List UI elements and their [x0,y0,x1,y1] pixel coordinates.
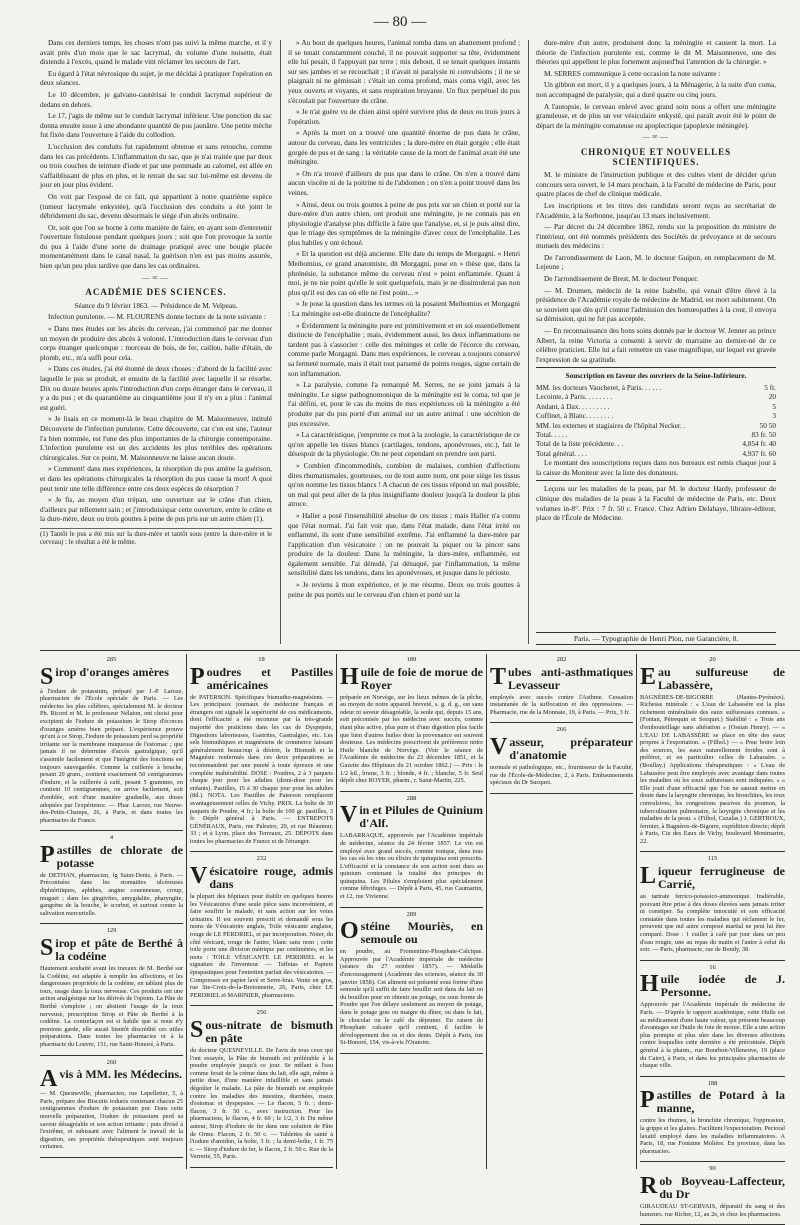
page-number: — 80 — [373,14,427,30]
ad-body: Approuvée par l'Académie impériale de médecine de Paris. — D'après le rapport académique, cette Huile est au médicament d'une haute valeur, qui présente beaucoup d'avantages sur l'huile de foie de morue. Elle a une action plus prompte et plus sûre dans les diverses affections contre lesquelles cette dernière a été préconisée. Dépôt général à la pharm., rue Bourbon-Villeneuve, 19 (place du Caire), à Paris, et dans les principales pharmacies de chaque ville. [640,1001,785,1070]
advertisement [40,656,183,824]
ad-title-text: au sulfureuse de Labassère, [658,664,785,692]
advertisement [340,656,483,785]
paragraph: Or, soit que l'on se borne à cette manière de faire, en ayant soin d'entretenir l'ouverture fistuleuse pendant quelques jours ; soit que l'on provoque la sortie du pus à l'aide d'une sorte de drainage pratiqué avec une bougie placée momentanément dans le canal nasal, la guérison n'en est pas moins assurée, bien qu'un peu plus tardive que dans les cas ordinaires. [40,222,272,271]
paragraph: Le 10 décembre, je galvano-cautérisai le conduit lacrymal supérieur de dedans en dehors. [40,89,272,109]
ads-column-4 [490,654,633,1175]
ad-title [640,1089,785,1115]
ad-number: 260 [106,1058,117,1066]
advertisement [340,911,483,1047]
subscription-amount: 20 [768,392,776,402]
paragraph: De l'arrondissement de Laon, M. le docteur Guipon, en remplacement de M. Lejeune ; [536,252,776,272]
ad-title [640,663,785,692]
ad-divider [190,1005,333,1006]
paragraph: L'occlusion des conduits fut rapidement obtenue et sans retouche, comme dans les cas précédents. L'inflammation du sac, que je n'ai traitée que par deux ou trois couches de teinture d'iode et par une pommade au calomel, est allée en s'affaiblissant de plus en plus, et le retrait du sac sur lui-même est devenu de jour en jour plus évident. [40,141,272,190]
ad-body: préparée en Norvège, sur les lieux mêmes de la pêche, au moyen de notre appareil breveté, s. g. d. g., est sans odeur ni saveur désagréable, la seule qui, depuis 15 ans, soit préconisée par les médecins avec succès, comme étant plus active, plus pure et d'une digestion plus facile que bien d'autres huiles dont la provenance est souvent douteuse. Les médecins prescrivent de préférence notre Huile blanche de Norvège. (Voir le séance de l'Académie de médecine du 23 décembre 1851, et la Gazette des Hôpitaux du 21 octobre 1862.) — Prix : le 1/2 kil., brune, 3 fr. ; blonde, 4 fr. ; blanche, 5 fr. Seul dépôt chez ROYER, pharm., r. Saint-Martin, 225. [340,693,483,785]
ad-title [190,663,333,692]
subscription-title: Souscription en faveur des ouvriers de la Seine-Inférieure. [565,371,747,381]
ad-title [490,663,633,692]
ads-divider [336,654,337,1169]
paragraph: » Je n'ai guère vu de chien ainsi opéré survivre plus de deux ou trois jours à l'opération. [288,107,520,126]
ad-dropcap: P [40,841,55,868]
advertisement [490,726,633,786]
ad-number: 18 [258,656,265,663]
subscription-amount: 3 [772,411,776,421]
ad-title [40,1066,183,1093]
advertisement [640,1080,785,1156]
paragraph: » Au bout de quelques heures, l'animal tomba dans un abattement profond ; il se tenait constamment couché, il ne pouvait supporter sa tête, évidemment elle lui pesait, il l'appuyait par terre ; mis debout, il se tenait quelques instants sur ses jambes et se recouchait ; il n'avait ni paralysie ni convulsions ; il ne se plaignait ni ne gémissait : c'était un coma profond, mais coma vigil, avec les yeux ouverts et voyants, et sans respiration bruyante. Un flux perpétuel du pus s'écoulait par l'ouverture du crâne. [288,38,520,105]
paragraph: » La paralysie, comme l'a remarqué M. Serres, ne se joint jamais à la méningite. Le signe pathognomonique de la méningite est le coma, tel que je l'ai défini, et, pour le cas du moins de mes expériences où la méningite a été produite par du pus porté d'un animal sur un autre animal : une sécrétion de pus excessive. [288,380,520,428]
column-divider [528,40,529,644]
ad-title [640,865,785,891]
paragraph: Infection purulente. — M. FLOURENS donne lecture de la note suivante : [48,312,266,322]
subscriber-name: Andant, à Dax. . . . . . . . . [536,401,610,411]
advertisement [190,1009,333,1161]
paragraph: » Je reviens à mon expérience, et je me résume. Deux ou trois gouttes à peine de pus portés sur le cerveau d'un chien et porté sur la [288,580,520,599]
paragraph: M. le ministre de l'instruction publique et des cultes vient de décider qu'un concours sera ouvert, le 14 mars prochain, à la Faculté de médecine de Paris, pour quatre places de chef de clinique médicale. [536,170,776,199]
ad-title [40,937,183,963]
advertisement [190,855,333,999]
paragraph: — M. Drumen, médecin de la reine Isabelle, qui venait d'être élevé à la présidence de l'Académie royale de médecine de Madrid, est mort subitement. On se souvient que dès qu'il connut l'admission des homœopathes à la cour, il envoya sa démission, qui ne fut pas acceptée. [536,285,776,324]
ads-divider [636,654,637,1169]
ad-number: 282 [556,656,567,663]
advertisement [640,1165,785,1218]
subscription-row [536,392,776,401]
ad-divider [490,793,633,794]
ad-dropcap: V [490,733,508,760]
ad-dropcap: P [190,663,205,690]
paragraph: — Par décret du 24 décembre 1862, rendu sur la proposition du ministre de l'intérieur, ont été nommés présidents des Sociétés de prévoyance et de secours mutuels des médecins : [536,222,776,251]
paragraph: — En reconnaissance des bons soins donnés par le docteur W. Jenner au prince Albert, la reine Victoria a consenti à servir de marraine au dernier-né de ce célèbre praticien. Elle lui a fait remettre un vase magnifique, sur lequel est gravée l'expression de sa gratitude. [536,326,776,364]
advertisement [40,1059,183,1151]
paragraph: » Évidemment la méningite pure est primitivement et en soi essentiellement distincte de l'encéphalite ; mais, évidemment aussi, les deux inflammations ne tardent pas à s'associer : celle des méninges et celle de l'écorce du cerveau, comme parle Morgagni. Dans mes expériences, le cerveau a toujours conservé sa fermeté normale, mais il était tout parsemé de points rouges, signe certain de son inflammation. [288,320,521,378]
paragraph: » Je pose la question dans les termes où la posaient Meibomius et Morgagni : La méningite est-elle distincte de l'encéphalite? [288,299,520,319]
subscription-row [536,430,776,439]
paragraph: dure-mère d'un autre, produisent donc la méningite et causent la mort. La théorie de l'infection purulente est, comme le dit M. Maisonneuve, une des théories qui appellent le plus fortement aujourd'hui l'attention de la chirurgie. » [536,38,776,67]
ad-body: LABARRAQUE, approuvés par l'Académie impériale de médecine, séance du 24 février 1857. Le vin est employé avec grand succès, comme tonique, dans tous les cas où les vins ou élixirs de quinquina sont prescrits. L'efficacité et la constance de son action sont dues au quinium contenant la totalité des principes du quinquina. Les Pilules s'emploient plus spécialement comme fébrifuges. — Dépôt à Paris, 45, rue Caumartin, et 12, rue Vivienne. [340,832,483,901]
advertisement [490,656,633,716]
paragraph: » Haller a posé l'insensibilité absolue de ces tissus ; mais Haller n'a connu que l'état normal. J'ai fait voir que, dans l'état malade, dans l'état irrité ou enflammé, ils sont d'une sensibilité extrême. J'ai enflammé la dure-mère par l'application d'un vésicatoire : on ne pouvait la piquer ou la pincer sans produire de la douleur. Dans la méningite, la dure-mère, enflammée, est également sensible. J'ai dénudé, j'ai dénaqué, par l'inflammation, la même sensibilité dans les tendons, dans les aponévroses, et jusque dans le périoste. [288,510,520,578]
advertisement [640,855,785,953]
subscriber-name: Lecointe, à Paris. . . . . . . . [536,392,613,402]
ad-title [340,920,483,946]
ad-dropcap: H [340,663,359,690]
book-notice: Leçons sur les maladies de la peau, par M. le docteur Hardy, professeur de clinique des maladies de la peau à la Faculté de médecine de Paris, etc. Deux volumes in-8°. Prix : 7 fr. 50 c. France. Chez Adrien Delahaye, libraire-éditeur, place de l'École de Médecine. [536,484,776,523]
ad-title [340,804,483,830]
ad-body: contre les rhumes, la bronchite chronique, l'oppression, la grippe et les glaires. Facilitent l'expectoration. Pectoral laxatif employé dans les maladies inflammatoires. A Paris, 18, rue Fontaine Molière. En province, dans les pharmacies. [640,1117,785,1155]
subscriber-name: MM. les externes et stagiaires de l'hôpital Necker. . [536,420,686,430]
ad-number: 288 [406,794,417,802]
advertisement [640,656,785,845]
ad-body: BAGNÈRES-DE-BIGORRE (Hautes-Pyrénées). Richesse minérale : « L'eau de Labassère est la plus richement minéralisée des eaux sulfureuses connues. » (Fontan, Pétrequin et Socquet.) Stabilité : « Trois ans d'embouteillage sans altération » (Ossian Henry). — « L'EAU DE LABASSÈRE se place en tête des eaux propres à l'exportation. » (Filhol.) — « Pour boire loin des sources, les eaux naturellement froides sont à préférer, et en particulier celles de Labassère. » (Boullay.) Applications thérapeutiques : « L'eau de Labassère peut être employée avec avantage dans toutes les maladies où les eaux sulfureuses sont indiquées. » « Elle jouit d'une efficacité que l'on ne saurait mettre en doute dans la laryngite chronique, les bronchites, les toux convulsives, les congestions passives du poumon, la tuberculisation pulmonaire, la laryngite chronique et les maladies de la peau. » (Filhol, Cazalas.) J. GERTROUX, fermier, à Bagnères-de-Bigorre, expédition directe; dépôt à Paris, Cie des Eaux de Vichy, boulevard Montmartre, 22. [640,693,785,845]
printer-line: Paris. — Typographie de Henri Plon, rue Garancière, 8. [536,632,776,645]
subscriber-name: Total de la liste précédente. . . [536,439,624,449]
academy-heading: ACADÉMIE DES SCIENCES. [85,287,227,298]
ad-dropcap: E [640,663,657,690]
ornament-divider: —∞— [642,132,670,142]
subscriber-name: Total général. . . . [536,448,587,458]
paragraph: Eu égard à l'état névrosique du sujet, je me décidai à pratiquer l'opération en deux séances. [40,68,272,88]
ads-top-rule [40,650,800,651]
paragraph: De l'arrondissement de Brest, M. le docteur Penquer. [544,274,699,284]
ad-title [640,1172,785,1201]
ad-title-text: astilles de Potard à la manne, [656,1088,785,1116]
column-divider [280,40,281,644]
ad-body: de PATERSON. Spécifiques bismutho-magnésiens. — Les principaux journaux de médecine français et étrangers ont signalé la supériorité de ces médicaments, dont l'efficacité a été reconnue par la très-grande majorité des praticiens dans les cas de Dyspepsie, Digestions laborieuses, Gastrites, Gastralgies, etc. Les sels bismuthiques et magnésiens de commerce laissant généralement beaucoup à désirer, le Bismuth et la Magnésie renfermés dans ces deux préparations se recommandent par une pureté à toute épreuve et une complète inaltérabilité. DOSE : Poudres, 2 à 3 paquets chaque jour pour les adultes (demi-dose pour les enfants). Pastilles, 15 à 30 chaque jour pour les adultes (8d.). NOTA. Les Pastilles de Paterson remplacent avantageusement celles de Vichy. PRIX. La boîte de 30 paquets de Poudre, 4 fr.; la boîte de 100 gr. pastilles, 3 fr. Dépôt général à Paris. — ENTREPOTS GÉNÉRAUX, Paris, rue Palestro, 29, et rue Réaumur, 33 ; et à Lyon, place des Terreaux, 25. DÉPOTS dans toutes les pharmacies de France et de l'étranger. [190,693,333,845]
ad-title-text: uile iodée de J. Personne. [660,972,785,1000]
ad-number: 16 [709,963,716,971]
ad-title [190,1016,333,1045]
paragraph: » Comment! dans mes expériences, la résorption du pus amène la guérison, et dans les opérations chirurgicales la résorption du pus cause la mort! A quoi peut tenir une telle différence entre ces deux espèces de résorption ? [40,464,272,493]
paragraph: Les inscriptions et les titres des candidats seront reçus au secrétariat de l'Académie, à la Sorbonne, jusqu'au 13 mars inclusivement. [536,200,776,220]
subscription-amount: 4,937 fr. 60 [742,448,776,458]
subscriber-name: MM. les docteurs Vaucheret, à Paris. . . . . . [536,383,662,392]
ad-body: en poudre, au Fromentine-Phosphate-Calcique. Approuvée par l'Académie impériale de médecine (séance du 27 octobre 1857). — Médaille d'encouragement (Académie des sciences, séance du 30 janvier 1858). Cet aliment est présenté sous forme d'une semoule qu'il suffit de faire bouillir soit dans du lait ou du bouillon pour en obtenir un potage, ou sous forme de Poudre que l'on délaye seulement au moyen de potage, dans le potage gras ou maigre du dîner, ou dans le lait, le chocolat ou le café du déjeuner. En raison du Phosphate calcaire qu'il contient, il facilite le développement des os et des dents. Dépôt à Paris, rue St-Honoré, 154, vis-à-vis l'Oratoire. [340,948,483,1047]
paragraph: » Combien d'incommodités, combien de malaises, combien d'affections dites rhumatismales, goutteuses, ou de tout autre nom, ont pour siège les tissus qu'on nomme les tissus blancs ! A chacun de ces tissus répond un mal possible, un mal qui peut aller de la plus insignifiante douleur jusqu'à la douleur la plus atroce. [288,460,520,509]
ad-divider [640,1161,785,1162]
paragraph: » On n'a trouvé d'ailleurs de pus que dans le crâne. On n'en a trouvé dans aucun viscère ni de la poitrine ni de l'abdomen ; on n'en a point trouvé dans les veines. [288,168,520,197]
subscriber-name: Total. . . . . [536,430,568,440]
ad-dropcap: S [40,663,54,690]
column-3 [536,38,776,646]
ad-dropcap: A [40,1066,58,1093]
ad-title [40,841,183,870]
ad-body: Hautement souhaité avant les travaux de M. Berthé sur la Codéine, est adaptée à remplir les affections, et les dangereuses propriétés de la codéine, en tablant plus de toux, usage dans la toux nerveuse. Ces produits ont une action analgésique sur les dérivés de l'opium. La Pâte de Berthé s'emploie ; on abstient l'usage de la toux nerveuse, prescription Sirop et Pâte de Berthé à la codéine. La contrefaçon est si habile que si nous n'y prenions garde, elle aurait bientôt discrédité ces utiles préparations. Dans toutes les pharmacies et à la pharmacie du Louvre, 151, rue Saint-Honoré, à Paris. [40,965,183,1048]
ads-column-3 [340,654,483,1175]
col1-intro [40,38,272,271]
paragraph: » Après la mort on a trouvé une quantité énorme de pus dans le crâne, autour du cerveau, dans les ventricules ; la dure-mère en était gorgée ; elle était gorgée de pus et de sang : la véritable cause de la mort de l'animal avait été une méningite. [288,128,520,167]
ad-divider [340,907,483,908]
ad-number: 90 [709,1165,716,1173]
subscription-row [536,411,776,420]
ad-title-text: astilles de chlorate de potasse [56,842,183,870]
ad-number: 266 [556,726,567,734]
ad-number: 232 [256,855,267,863]
ad-dropcap: H [640,971,659,998]
subscription-amount: 5 fr. [764,383,776,392]
ad-body: employés avec succès contre l'Asthme. Cessation instantanée de la suffocation et des oppressions. — Pharmacie, rue de la Monnaie, 19, à Paris. — Prix, 3 fr. [490,693,633,716]
ad-title [490,733,633,762]
ad-divider [640,851,785,852]
paragraph: On voit par l'exposé de ce fait, qui appartient à notre quatrième espèce (tumeur lacrymale enkystée), qu'à l'occlusion des conduits a été joint le débridement du sac, devenu désormais le siège d'un abcès ordinaire. [40,191,272,221]
ads-divider [186,654,187,1169]
ad-title-text: iqueur ferrugineuse de Carrié, [658,864,785,892]
ad-title-text: irop d'oranges amères [55,664,169,679]
paragraph: Le 17, j'agis de même sur le conduit lacrymal inférieur. Une ponction du sac donna ensuite issue à une abondante quantité de pus jaunâtre. Une petite mèche fut fixée dans l'ouverture à l'aide du collodion. [40,111,273,140]
subscriber-name: Coffinet, à Blanc. . . . . . . . [536,411,614,421]
footnote: (1) Tantôt le pus a été mis sur la dure-mère et tantôt sous (entre la dure-mère et le cerveau) : le résultat a été le même. [40,528,272,548]
chronique-heading: CHRONIQUE ET NOUVELLES SCIENTIFIQUES. [580,146,732,167]
ad-divider [40,1157,183,1158]
divider [536,480,776,481]
paragraph: » La caractéristique, j'emprunte ce mot à la zoologie, la caractéristique de ce qu'on appelle les tissus blancs (cartilages, tendons, aponévroses, etc.), fait le désespoir de la physiologie. On ne peut cependant en prendre son parti. [288,430,520,459]
paragraph: Dans ces derniers temps, les choses n'ont pas suivi la même marche, et il y avait près d'un mois que le sac lacrymal, du volume d'une noisette, était distendu à l'excès, quand le malade vint réclamer les secours de l'art. [40,38,272,67]
ads-column-2 [190,654,333,1175]
ad-title-text: ésicatoire rouge, admis dans [209,864,333,892]
ad-divider [40,923,183,924]
paragraph: M. SERRES communique à cette occasion la note suivante : [544,68,721,78]
advertisement [640,964,785,1070]
ad-dropcap: P [640,1087,655,1114]
ad-divider [40,1055,183,1056]
column-2 [288,38,520,646]
seance-line: Séance du 9 février 1863. — Présidence de M. Velpeau. [74,300,238,310]
subscription-row [536,383,776,392]
ad-body: au tartrate ferrico-potassico-ammonique. Inaltérable, pouvant être prise à des doses élevées sans jamais irriter ni constiper. Sa complète innocuité et son efficacité constatée dans toutes les maladies qui réclament le fer, prouvent que nul autre composé martial ne peut lui être comparé. Dose : 1 cuiller à café par jour dans un peu d'eau rougie, une au repas du matin et l'autre à celui du soir. — Paris, pharmacie, rue de Bondy, 38. [640,893,785,954]
ornament-divider: —∞— [142,272,170,282]
advertisement [190,656,333,845]
ad-body: — M. Quesneville, pharmacien, rue Lepelletier, 5, à Paris, prépare des Biscuits iodurés contenant chacun 25 centigrammes d'iodure de potassium pur. Dans cette nouvelle préparation, l'iodure de potassium perd sa saveur désagréable et son action irritante ; puis divisé à l'extrême, et subissant avec l'aliment le travail de la digestion, ses propriétés thérapeutiques sont toujours certaines. [40,1090,183,1151]
ad-dropcap: T [490,663,507,690]
ad-dropcap: V [340,802,358,829]
ad-dropcap: S [40,935,54,962]
paragraph: » Dans ces études, j'ai été étonné de deux choses : d'abord de la facilité avec laquelle le pus se produit, et ensuite de la facilité avec laquelle il se résorbe. Dix ou douze heures après l'introduction d'un corps étranger dans le cerveau, il y a du pus ; et du quarantième au cinquantième jour il n'y en a plus : l'animal est guéri. [40,364,272,412]
ad-body: de DETHAN, pharmacien, fg Saint-Denis, à Paris. — Préconisées dans les stomatites ulcéreuses diphtéritiques, aphthes, angine couenneuse, croup, muguet ; dans les gingivites, amygdalite, pharyngite, gangrène de la bouche, le scorbut, et surtout contre la salivation mercurielle. [40,871,183,917]
subscription-row [536,421,776,430]
ad-dropcap: L [640,863,657,890]
subscription-row [536,439,776,448]
ad-divider [340,1053,483,1054]
ad-title [640,973,785,999]
paragraph: « Dans mes études sur les abcès du cerveau, j'ai commencé par me donner un moyen de produire des abcès à volonté. L'introduction dans le cerveau d'un corps étranger quelconque : morceau de bois, de fer, caillou, balle d'étain, de plomb, etc., m'a suffi pour cela. [40,324,272,362]
ad-title [190,865,333,891]
ad-number: 256 [256,1009,267,1017]
ad-title [40,663,183,690]
ad-divider [640,1076,785,1077]
ad-title-text: asseur, préparateur d'anatomie [509,734,633,762]
ad-dropcap: R [640,1172,658,1199]
ad-dropcap: O [340,918,359,945]
subscription-row [536,449,776,458]
ad-body: normale et pathologique, etc., fournisseur de la Faculté, rue de l'École-de-Médecine, 2, à Paris. Embaumements spéciaux du Dr Sucquet. [490,763,633,787]
subscription-amount: 83 fr. 50 [751,430,776,440]
column-1 [40,38,272,646]
ad-title-text: ob Boyveau-Laffecteur, du Dr [659,1173,785,1201]
subscription-amount: 50 50 [759,420,776,430]
ad-title-text: oudres et Pastilles américaines [206,664,333,692]
advertisement [40,834,183,917]
subscription-table [536,383,776,458]
paragraph: » Je fis, au moyen d'un trépan, une ouverture sur le crâne d'un chien, d'ailleurs par tellement sain ; et j'introduisispar cette ouverture, entre le crâne et la dure-mère, deux ou trois gouttes à peine de pus pris sur un autre chien (1). [40,495,272,524]
ad-dropcap: S [190,1016,204,1043]
ad-body: la plupart des hôpitaux pour établir en quelques heures les Vésicatoires d'une seule pièce sans inconvénient, et faire souffrir le malade, et sans action sur les voies urinaires. Il est souvent prescrit et demandé sous les noms de Vésicatoire anglais, Toile vésicante anglaise, rouge de LE PERDRIEL, et par incorporation. Noter, du côté vésicant, rouge de l'autre, blanc sans nom ; cette toile porte une division métrique par centimètres, et les mots : TOILE VÉSICANTE LE PERDRIEL et la signature de l'inventeur. — Taffetas et Papiers épispastiques pour l'entretien parfait des vésicatoires. — Compresses en papier lavé et Serre-bras. Vente en gros, rue Ste-Croix-de-la-Bretonnerie, 26, Paris, chez LE PERDRIEL et MARINIER, pharmaciens. [190,893,333,999]
ad-number: 20 [709,656,716,663]
ad-divider [490,722,633,723]
ad-divider [190,851,333,852]
ad-title-text: ous-nitrate de bismuth en pâte [205,1017,333,1045]
ad-title-text: stéine Mouriès, en semoule ou [360,919,483,947]
ad-number: 129 [106,927,117,935]
advertisement [40,927,183,1048]
ad-number: 4 [109,834,114,842]
subscription-note: Le montant des souscriptions reçues dans nos bureaux est remis chaque jour à la caisse du Moniteur avec la liste des donateurs. [536,458,776,477]
ad-divider [190,1167,333,1168]
ad-number: 188 [707,1079,718,1087]
ad-number: 189 [406,656,417,663]
divider [536,367,776,368]
ad-number: 115 [707,855,718,863]
ad-title-text: in et Pilules de Quinium d'Alf. [359,803,483,831]
ads-column-1 [40,654,183,1175]
ads-divider [486,654,487,1169]
ad-title-text: ubes anti-asthmatiques Levasseur [508,664,633,692]
paragraph: » Je lisais en ce moment-là le beau chapitre de M. Maisonneuve, intitulé Découverte de l'infection purulente. Cette découverte, car c'en est une, l'auteur l'a bien nommée, est l'une des plus importantes de la chirurgie contemporaine. L'infection purulente est un des accidents les plus terribles des opérations chirurgicales. Sur ce point, M. Maisonneuve ne laisse aucun doute. [40,414,272,462]
ads-column-5 [640,654,785,1218]
subscription-row [536,402,776,411]
ad-title-text: irop et pâte de Berthé à la codéine [55,936,183,964]
advertisement [340,795,483,901]
ad-title-text: uile de foie de morue de Royer [360,664,483,692]
paragraph: » Et la question est déjà ancienne. Elle date du temps de Morgagni. « Henri Meibomius, ce grand anatomiste, dit Morgagni, pose en » thèse que, dans la phrénésie, la substance même du cerveau n'est » point enflammée. Quant à moi, je ne nie point qu'elle le soit quelquefois, mais je ne dissimulerai pas non plus qu'il est des cas où elle ne l'est point... » [288,249,520,297]
subscription-amount: 5 [772,401,776,411]
ad-body: à l'iodure de potassium, préparé par J.-P. Laroze, pharmacien de l'École spéciale de Paris. — Les médecins les plus célèbres, spécialement M. le docteur Ph. Ricord et M. le professeur Nélaton, ont choisi pour excipient de l'iodure de potassium le Sirop d'écorces d'oranges amères bien préparé. L'expérience prouve qu'uni à ce Sirop, l'iodure de potassium perd sa propriété irritante sur la membrane muqueuse de l'estomac ; que jamais il ne détermine d'accès gastralgique, qu'il s'assimile facilement et que l'intégrité des fonctions est toujours sauvegardée. Comme la cuillerée à bouche, pesant 20 gram., contient exactement 50 centigrammes d'iodure, et la cuillerée à café, pesant 5 grammes, en contient 10 centigrammes, on arrive facilement, soit d'emblée, soit d'une manière graduelle, aux doses adoptées par l'expérience. — Phar. Laroze, rue Neuve-des-Petits-Champs, 26, à Paris, et dans toutes les pharmacies de France. [40,687,183,824]
ad-title-text: vis à MM. les Médecins. [59,1067,182,1082]
paragraph: » Ainsi, deux ou trois gouttes à peine de pus pris sur un chien et porté sur la dure-mère d'un autre chien, ont produit une méningite, je ne connais pas en physiologie d'analyse plus difficile à faire que l'analyse, et, si je puis ainsi dire, que le triage des symptômes de la méningite d'avec ceux de l'encéphalite. Les plus habiles y ont échoué. [288,199,520,247]
ad-divider [340,791,483,792]
ad-dropcap: V [190,863,208,890]
ad-number: 289 [406,910,417,918]
ad-number: 285 [106,656,117,663]
paragraph: A l'autopsie, le cerveau enlevé avec grand soin nous a offert une méningite granuleuse, et de plus un ver vésiculaire enkysté, qui paraît avoir été le point de départ de la méningite comateuse ou apoplectique (apoplexie méningée). [536,101,776,130]
ad-body: du docteur QUESNEVILLE. De l'avis de tous ceux qui l'ont essayée, la Pâte de bismuth est préférable à la poudre employée jusqu'à ce jour. Se mêlant à l'eau comme ferait de la crème dans du lait, elle agit, même à petite dose, d'une manière infaillible et sans jamais dégoûter le malade. La pâte de bismuth est employée contre les maladies des intestins, diarrhées, maux d'estomac et dyspepsies. — Le flacon, 5 fr. ; demi-flacon, 3 fr. 50 c., avec instruction. Pour les pharmaciens, le flacon, 4 fr. 60 ; le 1/2, 3 fr. Du même auteur, Sirop d'iodure de fer dans une solution de Pâte de Orme. Flacon, 2 fr. 50 c. — Tablettes de santé à l'iodure d'amidon, la boîte, 3 fr. ; la demi-boîte, 1 fr. 75 c. — Sirop d'iodure de fer, le flacon, 2 fr. 50 c. Rue de la Verrerie, 55, Paris. [190,1046,333,1161]
subscription-amount: 4,854 fr. 40 [742,439,776,449]
ad-divider [40,830,183,831]
ad-body: GIRAUDEAU ST-GERVAIS, dépuratif du sang et des humeurs. rue Richer, 12, au 2e, et chez les pharmaciens. [640,1202,785,1218]
ad-title [340,663,483,692]
ad-divider [640,960,785,961]
paragraph: Un gibbon est mort, il y a quelques jours, à la Ménagerie, à la suite d'un coma, non accompagné de paralysie, qui a duré quatre ou cinq jours. [536,80,776,99]
